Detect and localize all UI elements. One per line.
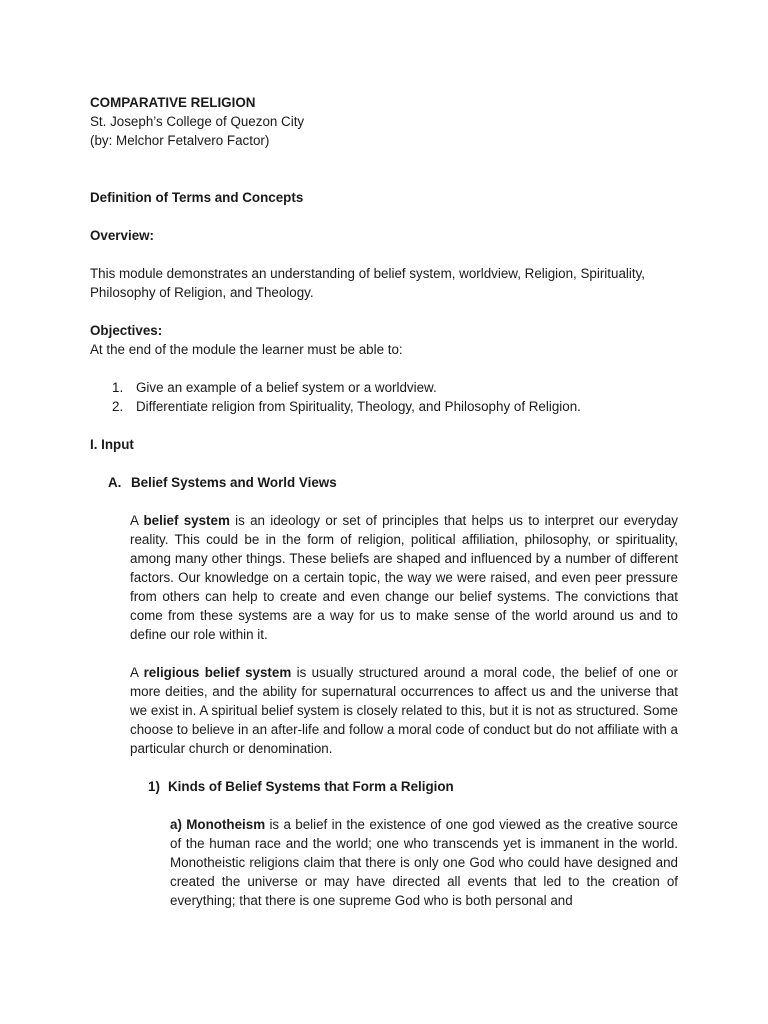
subsection-1-title: Kinds of Belief Systems that Form a Religion [168,779,454,794]
term-belief-system: belief system [143,513,230,528]
section-a-title: Belief Systems and World Views [131,475,337,490]
input-heading: I. Input [90,437,134,452]
objective-number: 2. [112,399,124,414]
subsection-1-number: 1) [148,779,160,794]
objective-number: 1. [112,380,124,395]
belief-system-paragraph [90,511,678,644]
author-line: (by: Melchor Fetalvero Factor) [90,133,270,148]
paragraph-lead: A [130,513,144,528]
paragraph-lead: A [130,665,144,680]
module-heading: Definition of Terms and Concepts [90,190,304,205]
paragraph-body: is an ideology or set of principles that helps us to interpret our everyday reality. This could be in the form of religion, political affiliation, philosophy, or spirituality, among many other things. These beliefs are shaped and influenced by a number of different factors. Our knowledge on a certain topic, the way we were raised, and even peer pressure from others can help to create and even change our belief systems. The convictions that come from these systems are a way for us to make sense of the world around us and to define our role within it. [130,513,679,642]
term-monotheism: a) Monotheism [170,817,266,832]
school-name: St. Joseph’s College of Quezon City [90,114,305,129]
overview-text: This module demonstrates an understanding of belief system, worldview, Religion, Spirituality, Philosophy of Religion, and Theology. [90,266,645,300]
objective-text: Differentiate religion from Spirituality, Theology, and Philosophy of Religion. [136,399,581,414]
document-title: COMPARATIVE RELIGION [90,95,256,110]
objective-item [90,378,678,397]
subsection-1-heading [90,777,678,796]
term-religious-belief-system: religious belief system [143,665,292,680]
objectives-heading: Objectives: [90,323,163,338]
section-a-number: A. [108,475,122,490]
section-a-heading [90,473,678,492]
religious-belief-system-paragraph [90,663,678,758]
objective-item [90,397,678,416]
overview-heading: Overview: [90,228,155,243]
paragraph-body: is usually structured around a moral code, the belief of one or more deities, and the ability for supernatural occurrences to affect us and the universe that we exist in. A spiritual belief system is closely related to this, but it is not as structured. Some choose to believe in an after-life and follow a moral code of conduct but do not affiliate with a particular church or denomination. [130,665,678,756]
objectives-intro: At the end of the module the learner must be able to: [90,342,403,357]
objective-text: Give an example of a belief system or a worldview. [136,380,437,395]
monotheism-paragraph [90,815,678,910]
paragraph-body: is a belief in the existence of one god viewed as the creative source of the human race and the world; one who transcends yet is immanent in the world. Monotheistic religions claim that there is only one God who could have designed and created the universe or may have directed all events that led to the creation of everything; that there is one supreme God who is both personal and [170,817,678,908]
document-page [90,93,678,910]
